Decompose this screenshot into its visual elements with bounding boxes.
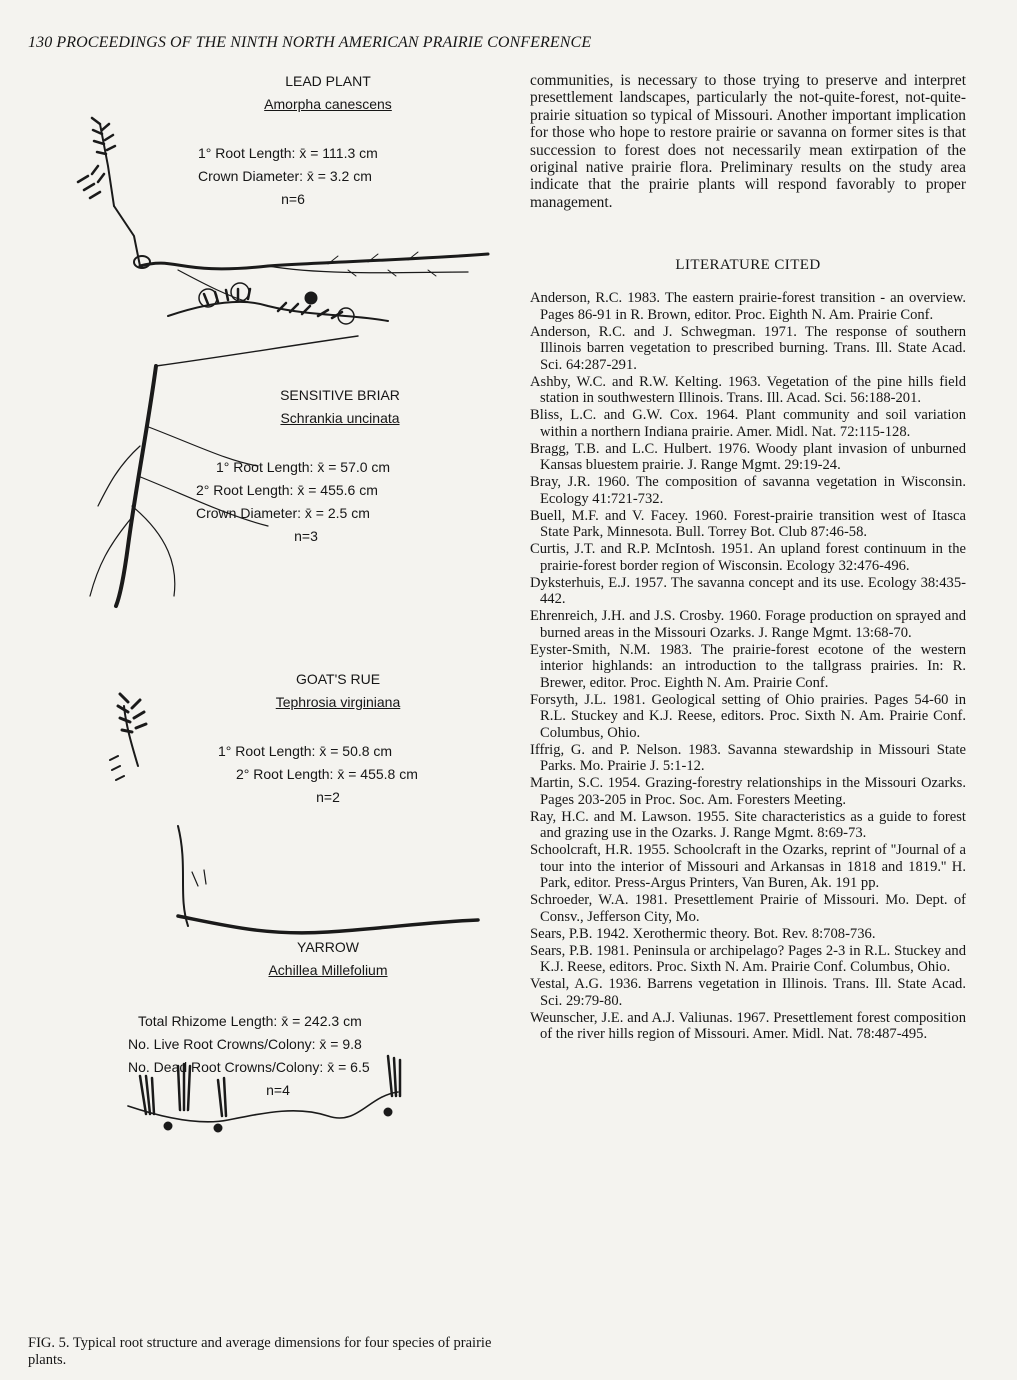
species-scientific-name: Achillea Millefolium <box>268 962 388 978</box>
reference-item: Martin, S.C. 1954. Grazing-forestry relationships in the Missouri Ozarks. Pages 203-205 in Proc. Soc. Am. Foresters Meeting. <box>530 775 966 808</box>
reference-item: Ehrenreich, J.H. and J.S. Crosby. 1960. Forage production on sprayed and burned areas in the Missouri Ozarks. J. Range Mgmt. 13:68-70. <box>530 608 966 641</box>
reference-item: Bliss, L.C. and G.W. Cox. 1964. Plant community and soil variation within a northern Indiana prairie. Amer. Midl. Nat. 72:115-128. <box>530 407 966 440</box>
species-sensitive-briar-stats <box>196 456 506 548</box>
stat-line: Crown Diameter: x̄ = 3.2 cm <box>198 168 372 184</box>
running-header: 130 PROCEEDINGS OF THE NINTH NORTH AMERICAN PRAIRIE CONFERENCE <box>28 34 592 51</box>
species-goats-rue <box>208 668 468 714</box>
species-scientific-name: Tephrosia virginiana <box>275 694 401 710</box>
reference-item: Sears, P.B. 1942. Xerothermic theory. Bot. Rev. 8:708-736. <box>530 925 876 942</box>
sample-size: n=2 <box>316 789 340 805</box>
reference-item: Anderson, R.C. and J. Schwegman. 1971. The response of southern Illinois barren vegetation to prescribed burning. Trans. Ill. State Acad. Sci. 64:287-291. <box>530 323 966 373</box>
species-yarrow <box>188 936 468 982</box>
reference-item: Weunscher, J.E. and A.J. Valiunas. 1967. Presettlement forest composition of the river hills region of Missouri. Amer. Midl. Nat. 78:487-495. <box>530 1009 966 1043</box>
reference-item: Bray, J.R. 1960. The composition of savanna vegetation in Wisconsin. Ecology 41:721-732. <box>530 474 966 507</box>
species-yarrow-stats <box>128 1010 508 1102</box>
species-name: LEAD PLANT <box>285 73 371 89</box>
right-column <box>530 72 966 1043</box>
sensitive-briar-drawing <box>90 283 388 606</box>
sample-size: n=6 <box>281 191 305 207</box>
reference-item: Iffrig, G. and P. Nelson. 1983. Savanna stewardship in Missouri State Parks. Mo. Prairie J. 5:1-12. <box>530 741 966 775</box>
stat-line: No. Dead Root Crowns/Colony: x̄ = 6.5 <box>128 1059 370 1075</box>
section-title: LITERATURE CITED <box>675 257 821 274</box>
reference-item: Ashby, W.C. and R.W. Kelting. 1963. Vegetation of the pine hills field station in southwestern Illinois. Trans. Ill. Acad. Sci. 56:188-201. <box>530 373 966 407</box>
species-sensitive-briar <box>220 384 460 430</box>
figure-5 <box>28 66 510 1266</box>
reference-item: Schroeder, W.A. 1981. Presettlement Prairie of Missouri. Mo. Dept. of Consv., Jefferson City, Mo. <box>530 892 966 925</box>
reference-item: Schoolcraft, H.R. 1955. Schoolcraft in the Ozarks, reprint of ''Journal of a tour into the interior of Missouri and Arkansas in 1818 and 1819.'' H. Park, editor. Press-Argus Printers, Van Buren, Ak. 191 pp. <box>530 842 966 892</box>
species-lead-plant-stats <box>198 142 498 211</box>
sample-size: n=4 <box>266 1082 290 1098</box>
reference-item: Curtis, J.T. and R.P. McIntosh. 1951. An upland forest continuum in the prairie-forest border region of Wisconsin. Ecology 32:476-496. <box>530 541 966 574</box>
stat-line: Crown Diameter: x̄ = 2.5 cm <box>196 505 370 521</box>
reference-item: Eyster-Smith, N.M. 1983. The prairie-forest ecotone of the western interior highlands: an introduction to the tallgrass prairies. In: R. Brewer, editor. Proc. Eighth N. Am. Prairie Conf. <box>530 641 966 691</box>
reference-item: Sears, P.B. 1981. Peninsula or archipelago? Pages 2-3 in R.L. Stuckey and K.J. Reese, editors. Proc. Sixth N. Am. Prairie Conf. Columbus, Ohio. <box>530 942 966 976</box>
species-name: YARROW <box>297 939 359 955</box>
reference-item: Vestal, A.G. 1936. Barrens vegetation in Illinois. Trans. Ill. State Acad. Sci. 29:79-80. <box>530 976 966 1009</box>
reference-item: Dyksterhuis, E.J. 1957. The savanna concept and its use. Ecology 38:435-442. <box>530 574 966 608</box>
species-name: SENSITIVE BRIAR <box>280 387 400 403</box>
body-paragraph: communities, is necessary to those trying to preserve and interpret presettlement landscapes, particularly the not-quite-forest, not-quite-prairie situation so typical of Missouri. Another important implication for those who hope to restore prairie or savanna on former sites is that succession to forest does not necessarily mean extirpation of the original native prairie flora. Preliminary results on the study area indicate that the prairie plants will respond favorably to proper management. <box>530 72 966 211</box>
species-lead-plant <box>188 70 468 116</box>
reference-item: Ray, H.C. and M. Lawson. 1955. Site characteristics as a guide to forest and grazing use in the Ozarks. J. Range Mgmt. 8:69-73. <box>530 808 966 842</box>
sample-size: n=3 <box>294 528 318 544</box>
stat-line: 1° Root Length: x̄ = 50.8 cm <box>218 743 393 759</box>
goats-rue-drawing <box>110 694 478 933</box>
species-goats-rue-stats <box>218 740 498 809</box>
figure-caption: FIG. 5. Typical root structure and average dimensions for four species of prairie plants. <box>28 1335 492 1368</box>
reference-item: Forsyth, J.L. 1981. Geological setting of Ohio prairies. Pages 54-60 in R.L. Stuckey and K.J. Reese, editors. Proc. Sixth N. Am. Prairie Conf. Columbus, Ohio. <box>530 691 966 741</box>
species-scientific-name: Schrankia uncinata <box>280 410 400 426</box>
reference-item: Buell, M.F. and V. Facey. 1960. Forest-prairie transition west of Itasca State Park, Minnesota. Bull. Torrey Bot. Club 87:46-58. <box>530 507 966 541</box>
reference-list <box>530 290 966 1043</box>
species-scientific-name: Amorpha canescens <box>264 96 392 112</box>
stat-line: 2° Root Length: x̄ = 455.6 cm <box>196 482 378 498</box>
stat-line: 1° Root Length: x̄ = 111.3 cm <box>198 145 378 161</box>
stat-line: No. Live Root Crowns/Colony: x̄ = 9.8 <box>128 1036 362 1052</box>
stat-line: 2° Root Length: x̄ = 455.8 cm <box>236 766 418 782</box>
species-name: GOAT'S RUE <box>295 671 381 687</box>
stat-line: 1° Root Length: x̄ = 57.0 cm <box>216 459 391 475</box>
reference-item: Bragg, T.B. and L.C. Hulbert. 1976. Woody plant invasion of unburned Kansas bluestem prairie. J. Range Mgmt. 29:19-24. <box>530 440 966 474</box>
reference-item: Anderson, R.C. 1983. The eastern prairie-forest transition - an overview. Pages 86-91 in R. Brown, editor. Proc. Eighth N. Am. Prairie Conf. <box>530 290 966 323</box>
stat-line: Total Rhizome Length: x̄ = 242.3 cm <box>138 1013 362 1029</box>
